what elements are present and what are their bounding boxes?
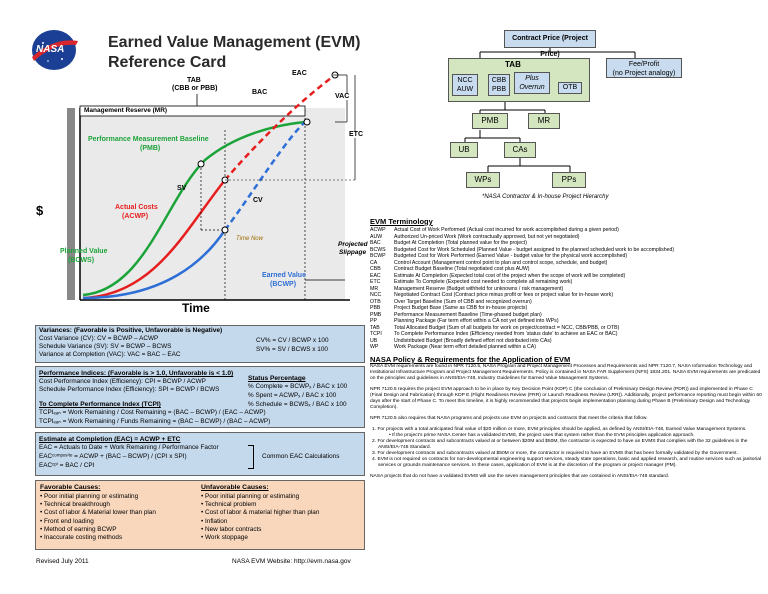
x-axis-label: Time bbox=[182, 301, 210, 315]
fav-cause: • Front end loading bbox=[40, 517, 94, 525]
term-row: ETC Estimate To Complete (Expected cost needed to complete all remaining work) bbox=[370, 279, 573, 285]
pv-label: Planned Value bbox=[60, 248, 108, 255]
slippage-label-2: Slippage bbox=[339, 249, 367, 256]
policy-item: 4. EVM is not required on contracts for non-developmental engineering support services, steady state operations, basic and applied research, and routine services such as janitorial services or grounds maintenance services. In these cases, application of EVM is at the discretion of the program or project manager (PM). bbox=[372, 457, 762, 468]
bac-marker bbox=[304, 119, 310, 125]
fav-cause: • Inaccurate costing methods bbox=[40, 534, 123, 542]
cv-label: CV bbox=[253, 197, 263, 204]
policy-item: 3. For development contracts and subcontracts valued at $50M or more, the contractor is required to have an EVMS that has been formally validated by the Government. bbox=[372, 451, 738, 456]
ev-time-now-marker bbox=[222, 227, 228, 233]
eac-formula-3: EACᶜᵖⁱ = BAC / CPI bbox=[39, 462, 95, 469]
status-title: Status Percentage bbox=[248, 375, 306, 382]
term-row: TAB Total Allocated Budget (Sum of all budgets for work on project/contract = NCC, CBB/PBB, or OTB) bbox=[370, 324, 620, 331]
term-row: TCPI To Complete Performance Index (Efficiency needed from ‘status date’ to achieve an EAC or BAC) bbox=[370, 331, 618, 337]
term-row: PP Planning Package (Far term effort within a CA not yet defined into WPs) bbox=[370, 318, 559, 324]
eac-label: EAC bbox=[292, 70, 307, 77]
pct-spent: % Spent = ACWPₓ / BAC x 100 bbox=[248, 392, 337, 399]
term-row: CBB Contract Budget Baseline (Total negotiated cost plus AUW) bbox=[370, 266, 530, 272]
tree-cbb: CBB PBB bbox=[488, 74, 510, 96]
time-now-label: Time Now bbox=[236, 236, 263, 242]
variance-sv-pct: SV% = SV / BCWS x 100 bbox=[256, 346, 328, 353]
footer-revised: Revised July 2011 bbox=[36, 558, 89, 565]
tree-ub: UB bbox=[450, 142, 478, 158]
tcpi-title: To Complete Performance Index (TCPI) bbox=[39, 401, 161, 408]
term-row: NCC Negotiated Contract Cost (Contract price minus profit or fees or project value for in-house work) bbox=[370, 292, 614, 298]
slippage-label: Projected bbox=[338, 241, 368, 248]
variance-cv-pct: CV% = CV / BCWP x 100 bbox=[256, 337, 329, 344]
nasa-logo bbox=[28, 27, 80, 73]
policy-p4: NASA projects that do not have a validated EVMS will use the seven management principles that are contained in ANSI/EIA-748 standard. bbox=[370, 474, 670, 479]
pv-label-2: (BCWS) bbox=[68, 257, 95, 264]
eac-title: Estimate at Completion (EAC) = ACWP + ETC bbox=[39, 436, 181, 443]
spi-formula: Schedule Performance Index (Efficiency): SPI = BCWP / BCWS bbox=[39, 386, 220, 393]
ev-label: Earned Value bbox=[262, 272, 306, 279]
nasa-logo-text: NASA bbox=[36, 44, 65, 55]
tree-ncc: NCC AUW bbox=[452, 74, 478, 96]
indices-title: Performance Indices: (Favorable is > 1.0, Unfavorable is < 1.0) bbox=[39, 370, 234, 377]
policy-item: • If the project’s prime NASA Center has a validated EVMS, the project uses that system rather than the EVM principles application approach. bbox=[389, 433, 695, 438]
unf-cause: • Cost of labor & material higher than plan bbox=[201, 509, 320, 517]
term-row: WP Work Package (Near term effort detailed planned within a CA) bbox=[370, 344, 536, 350]
term-row: EAC Estimate At Completion (Expected total cost of the project when the scope of work will be completed) bbox=[370, 272, 626, 279]
term-row: BCWP Budgeted Cost for Work Performed (Earned Value - budget value for the physical work accomplished) bbox=[370, 253, 628, 259]
tree-tab-label: TAB bbox=[505, 60, 521, 69]
mr-label: Management Reserve (MR) bbox=[84, 107, 168, 114]
tree-fee: Fee/Profit (no Project analogy) bbox=[606, 58, 682, 78]
policy-p1: NASA EVM requirements are found in NPR 7120.5, NASA Program and Project Management Processes and Requirements and NPR 7120.7, NASA Information Technology and Institutional Infrastructure Program and Project Management Requirements. Policy is contained in NASA FAR Supplement (NFS) 1834.201. NASA EVM requirements are predicated on the principles and guidelines in ANSI/EIA-748, Industry Guidelines for Earned Value Management Systems. bbox=[370, 364, 761, 381]
tree-pmb: PMB bbox=[472, 113, 508, 129]
unf-cause: • Poor initial planning or estimating bbox=[201, 493, 300, 500]
unf-cause: • New labor contracts bbox=[201, 525, 262, 533]
page-subtitle: Reference Card bbox=[108, 54, 227, 71]
policy-item: 1. For projects with a total anticipated final value of $20 million or more, EVM principles should be applied, as defined by ANSI/EIA-748, Earned Value Management Systems. bbox=[372, 427, 747, 432]
term-row: MR Management Reserve (Budget withheld for unknowns / risk management) bbox=[370, 285, 564, 292]
cpi-formula: Cost Performance Index (Efficiency): CPI = BCWP / ACWP bbox=[39, 378, 206, 385]
y-axis-label: $ bbox=[36, 203, 44, 218]
eac-brace bbox=[248, 445, 254, 469]
etc-label: ETC bbox=[349, 131, 363, 138]
unf-cause: • Inflation bbox=[201, 517, 228, 525]
bac-label: BAC bbox=[252, 89, 268, 96]
tcpi-eac: TCPIₑₐₙ = Work Remaining / Cost Remaining = (BAC – BCWP) / (EAC – ACWP) bbox=[39, 409, 266, 416]
tree-cas: CAs bbox=[504, 142, 536, 158]
variances-box bbox=[35, 325, 365, 363]
tree-wps: WPs bbox=[466, 172, 500, 188]
sv-label: SV bbox=[177, 185, 187, 192]
variance-vac: Variance at Completion (VAC): VAC = BAC – EAC bbox=[39, 351, 181, 358]
fav-cause: • Method of earning BCWP bbox=[40, 525, 117, 533]
causes-box bbox=[35, 480, 365, 550]
pct-schedule: % Schedule = BCWSₓ / BAC x 100 bbox=[248, 401, 347, 408]
pct-complete: % Complete = BCWPₓ / BAC x 100 bbox=[248, 383, 348, 390]
variance-sv: Schedule Variance (SV): SV = BCWP – BCWS bbox=[39, 343, 172, 350]
policy-body bbox=[370, 364, 762, 480]
policy-p2: NPR 7120.5 requires the project EVM approach to be in place by Key Decision Point (KDP) C (the conclusion of Preliminary Design Review (PDR)) and implemented in Phase C (Final Design and Fabrication) through KDP E (Flight Readiness Review (FRR) or Launch Readiness Review (LRR)). Additionally, project performance reporting must begin within 60 days after the start of Phase C. To meet this timeline, it is highly recommended that projects begin implementation planning during Phase B (Preliminary Design and Technology Completion). bbox=[370, 387, 762, 410]
eac-formula-2: EACᶜᵒᵐᵖᵒˢⁱᵗᵉ = ACWP + (BAC – BCWP) / (CPI x SPI) bbox=[39, 453, 187, 460]
fav-title: Favorable Causes: bbox=[40, 484, 101, 491]
term-row: ACWP Actual Cost of Work Performed (Actual cost incurred for work accomplished during a given period) bbox=[370, 227, 619, 233]
unf-title: Unfavorable Causes: bbox=[201, 484, 269, 491]
eac-formula-1: EAC = Actuals to Date + Work Remaining / Performance Factor bbox=[39, 444, 219, 451]
page-title: Earned Value Management (EVM) bbox=[108, 34, 361, 51]
pmb-label: Performance Measurement Baseline bbox=[88, 136, 209, 143]
policy-p3: NPR 7120.5 also requires that NASA programs and projects use EVM on projects and contracts that meet the criteria that follow. bbox=[370, 416, 648, 421]
ac-label: Actual Costs bbox=[115, 204, 158, 211]
sv-marker bbox=[198, 161, 204, 167]
policy-item: 2. For development contracts and subcontracts valued at or between $20M and $50M, the contractor is expected to have an EVMS that complies with the 32 guidelines in the ANSI/EIA-748 Standard. bbox=[372, 439, 748, 450]
eac-box bbox=[35, 432, 365, 476]
tree-contract-price: Contract Price (Project Price) bbox=[504, 30, 596, 48]
ac-label-2: (ACWP) bbox=[122, 213, 149, 220]
fav-cause: • Poor initial planning or estimating bbox=[40, 493, 139, 500]
tcpi-bac: TCPIₑₐₙ = Work Remaining / Funds Remaining = (BAC – BCWP) / (BAC – ACWP) bbox=[39, 418, 271, 425]
term-row: UB Undistributed Budget (Broadly defined effort not distributed into CAs) bbox=[370, 337, 552, 344]
tab-label: TAB bbox=[187, 77, 201, 84]
unf-cause: • Technical problem bbox=[201, 501, 257, 509]
pmb-label-2: (PMB) bbox=[140, 145, 161, 152]
variances-title: Variances: (Favorable is Positive, Unfavorable is Negative) bbox=[39, 327, 223, 334]
term-row: BCWS Budgeted Cost for Work Scheduled (Planned Value - budget assigned to the planned scheduled work to be accomplished) bbox=[370, 246, 675, 253]
tree-pps: PPs bbox=[552, 172, 586, 188]
indices-box bbox=[35, 366, 365, 428]
fav-cause: • Cost of labor & Material lower than plan bbox=[40, 509, 156, 517]
tree-mr: MR bbox=[528, 113, 560, 129]
vac-label: VAC bbox=[335, 93, 350, 100]
term-row: PMB Performance Measurement Baseline (Time-phased budget plan) bbox=[370, 311, 542, 318]
unf-cause: • Work stoppage bbox=[201, 534, 248, 542]
footer-website[interactable]: NASA EVM Website: http://evm.nasa.gov bbox=[232, 558, 351, 565]
term-row: PBB Project Budget Base (Same as CBB for in-house projects) bbox=[370, 305, 528, 311]
eac-common-label: Common EAC Calculations bbox=[262, 453, 340, 460]
evm-chart bbox=[25, 70, 370, 315]
variance-cv: Cost Variance (CV): CV = BCWP – ACWP bbox=[39, 335, 159, 342]
fav-cause: • Technical breakthrough bbox=[40, 501, 110, 509]
terms-title: EVM Terminology bbox=[370, 217, 433, 226]
tree-plus-overrun: Plus Overrun bbox=[514, 72, 550, 94]
tree-otb: OTB bbox=[558, 82, 582, 94]
terms-list bbox=[370, 227, 760, 351]
tree-caption: *NASA Contractor & In-house Project Hierarchy bbox=[482, 194, 609, 200]
tab-sub-label: (CBB or PBB) bbox=[172, 85, 218, 92]
ev-label-2: (BCWP) bbox=[270, 281, 297, 288]
term-row: OTB Over Target Baseline (Sum of CBB and recognized overrun) bbox=[370, 298, 532, 305]
term-row: AUW Authorized Un-priced Work (Work contractually approved, but not yet negotiated) bbox=[370, 233, 580, 240]
term-row: BAC Budget At Completion (Total planned value for the project) bbox=[370, 240, 527, 246]
policy-title: NASA Policy & Requirements for the Application of EVM bbox=[370, 355, 571, 364]
term-row: CA Control Account (Management control point to plan and control scope, schedule, and budget) bbox=[370, 259, 608, 266]
